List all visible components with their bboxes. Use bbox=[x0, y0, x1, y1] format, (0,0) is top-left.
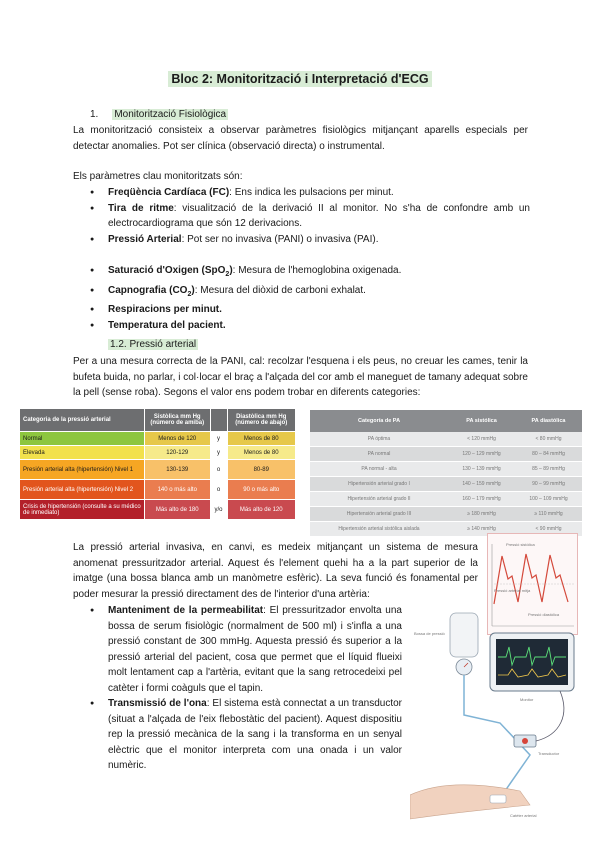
table-cell: Presión arterial alta (hipertensión) Nivel 2 bbox=[20, 480, 145, 500]
table-cell: 140 o más alto bbox=[145, 480, 211, 500]
list-item: ● Capnografia $(CO_2)$: Mesura del diòxid de carboni exhalat. bbox=[90, 283, 530, 303]
table-cell: ≥ 140 mmHg bbox=[448, 522, 515, 537]
label-systolic: Pressió sistòlica bbox=[506, 542, 535, 547]
table-row bbox=[310, 507, 582, 522]
table-cell: Hipertensión arterial sistólica aislada bbox=[310, 522, 448, 537]
table-cell: 80 – 84 mmHg bbox=[515, 447, 582, 462]
label-mean: Pressió arterial mitja bbox=[494, 588, 531, 593]
table-cell: Más alto de 180 bbox=[145, 500, 211, 520]
table-row bbox=[310, 492, 582, 507]
label-pressure-bag: Bossa de pressió bbox=[414, 631, 445, 636]
table-cell: PA normal bbox=[310, 447, 448, 462]
label-monitor: Monitor bbox=[520, 697, 534, 702]
table-header: Diastòlica mm Hg (número de abajo) bbox=[227, 409, 295, 432]
table-cell: 130 – 139 mmHg bbox=[448, 462, 515, 477]
table-cell: Hipertensión arterial grado III bbox=[310, 507, 448, 522]
table-row bbox=[310, 462, 582, 477]
pressure-bag-icon bbox=[450, 613, 478, 657]
table-cell: 120 – 129 mmHg bbox=[448, 447, 515, 462]
table-row bbox=[20, 500, 296, 520]
table-cell: 100 – 109 mmHg bbox=[515, 492, 582, 507]
section-heading-1: 1. Monitorització Fisiològica bbox=[90, 109, 227, 120]
table-cell: Menos de 80 bbox=[227, 432, 295, 446]
table-cell: 140 – 159 mmHg bbox=[448, 477, 515, 492]
table-cell: < 80 mmHg bbox=[515, 432, 582, 447]
table-cell: 80-89 bbox=[227, 460, 295, 480]
table-cell: y bbox=[210, 446, 227, 460]
table-row bbox=[310, 447, 582, 462]
table-cell: 120-129 bbox=[145, 446, 211, 460]
table-header bbox=[210, 409, 227, 432]
table-cell: Hipertensión arterial grado I bbox=[310, 477, 448, 492]
table-cell: y/o bbox=[210, 500, 227, 520]
table-cell: PA óptima bbox=[310, 432, 448, 447]
table-cell: o bbox=[210, 460, 227, 480]
params-list-a bbox=[90, 185, 530, 247]
table-row bbox=[20, 446, 296, 460]
table-cell: o bbox=[210, 480, 227, 500]
table-header: Categoría de PA bbox=[310, 410, 448, 432]
table-cell: y bbox=[210, 432, 227, 446]
pani-paragraph: Per a una mesura correcta de la PANI, cal: recolzar l'esquena i els peus, no creuar les cames, tenir la bufeta buida, no parlar, i col·locar el braç a l'alçada del cor amb el maneguet de tamany adequat sobre la pell (sense roba). Segons el valor ens podem trobar en diferents categories: bbox=[73, 356, 528, 398]
params-intro: Els paràmetres clau monitoritzats són: bbox=[73, 171, 243, 182]
list-item: ● Manteniment de la permeabilitat: El pressuritzador envolta una bossa de serum fisiològic (normalment de 500 ml) i s'infla a una pressió constant de 300 mmHg. Aquesta pressió és superior a la pressió arterial del pacient, cosa que permet que el líquid flueixi molt lentament cap a l'artèria, evitant que la sang retrocedeixi pel catèter i formi coàguls que el tapin. bbox=[90, 603, 402, 696]
params-list-b bbox=[90, 263, 530, 333]
table-cell: Más alto de 120 bbox=[227, 500, 295, 520]
list-item: ● Transmissió de l'ona: El sistema està connectat a un transductor (situat a l'alçada de l'eix flebostàtic del pacient). Aquest dispositiu rep la pressió mecànica de la sang i la transforma en un senyal elèctric que el monitor interpreta com una onada i un valor numèric. bbox=[90, 696, 402, 774]
list-item: ● Freqüència Cardíaca (FC): Ens indica les pulsacions per minut. bbox=[90, 185, 530, 201]
list-item: ● Tira de ritme: visualització de la derivació II al monitor. No s'ha de confondre amb un electrocardiograma que són 12 derivacions. bbox=[90, 201, 530, 232]
table-header: PA sistólica bbox=[448, 410, 515, 432]
table-row bbox=[20, 480, 296, 500]
list-item: ● Respiracions per minut. bbox=[90, 302, 530, 318]
list-item: ● Saturació d'Oxigen (SpO$_2$): Mesura de l'hemoglobina oxigenada. bbox=[90, 263, 530, 283]
table-cell: Elevada bbox=[20, 446, 145, 460]
page-title: Bloc 2: Monitorització i Interpretació d'ECG bbox=[0, 72, 600, 86]
table-header: Categoria de la pressió arterial bbox=[20, 409, 145, 432]
table-cell: Hipertensión arterial grado II bbox=[310, 492, 448, 507]
table-cell: 90 o más alto bbox=[227, 480, 295, 500]
table-cell: 130-139 bbox=[145, 460, 211, 480]
table-row bbox=[310, 432, 582, 447]
label-transducer: Transductor bbox=[538, 751, 560, 756]
pai-paragraph: La pressió arterial invasiva, en canvi, es medeix mitjançant un sistema de mesura anomenat pressuritzador arterial. Aquest és l'element quehi ha a la part superior de la imatge (una bossa blanca amb un manòmetre esfèric). La seva funció és fonamental per poder mesurar la pressió directament des de l'interior d'una artèria: bbox=[73, 542, 478, 600]
bp-classification-table bbox=[310, 410, 582, 537]
table-row bbox=[20, 432, 296, 446]
table-cell: Menos de 120 bbox=[145, 432, 211, 446]
list-item: ● Temperatura del pacient. bbox=[90, 318, 530, 334]
table-header: PA diastólica bbox=[515, 410, 582, 432]
table-cell: 85 – 89 mmHg bbox=[515, 462, 582, 477]
table-cell: Normal bbox=[20, 432, 145, 446]
table-cell: 90 – 99 mmHg bbox=[515, 477, 582, 492]
section-heading-1-2: 1.2. Pressió arterial bbox=[110, 339, 197, 350]
table-cell: < 120 mmHg bbox=[448, 432, 515, 447]
table-cell: PA normal - alta bbox=[310, 462, 448, 477]
catheter-icon bbox=[490, 795, 506, 803]
table-cell: Crisis de hipertensión (consulte a su médico de inmediato) bbox=[20, 500, 145, 520]
table-cell: 160 – 179 mmHg bbox=[448, 492, 515, 507]
table-cell: < 90 mmHg bbox=[515, 522, 582, 537]
system-illustration bbox=[410, 605, 584, 823]
table-row bbox=[20, 460, 296, 480]
list-item: ● Pressió Arterial: Pot ser no invasiva (PANI) o invasiva (PAI). bbox=[90, 232, 530, 248]
invasive-pressure-system-figure bbox=[410, 605, 584, 823]
bp-category-table bbox=[19, 408, 296, 520]
table-cell: Menos de 80 bbox=[227, 446, 295, 460]
label-diastolic: Pressió diastòlica bbox=[528, 612, 560, 617]
label-catheter: Catèter arterial bbox=[510, 813, 537, 818]
intro-paragraph: La monitorització consisteix a observar paràmetres fisiològics mitjançant aparells especials per detectar anomalies. Pot ser clínica (observació directa) o instrumental. bbox=[73, 125, 528, 152]
waveform-line bbox=[494, 554, 568, 604]
table-cell: Presión arterial alta (hipertensión) Nivel 1 bbox=[20, 460, 145, 480]
table-row bbox=[310, 477, 582, 492]
table-header: Sistòlica mm Hg (número de amiba) bbox=[145, 409, 211, 432]
table-cell: ≥ 110 mmHg bbox=[515, 507, 582, 522]
pai-list bbox=[90, 603, 402, 774]
table-cell: ≥ 180 mmHg bbox=[448, 507, 515, 522]
